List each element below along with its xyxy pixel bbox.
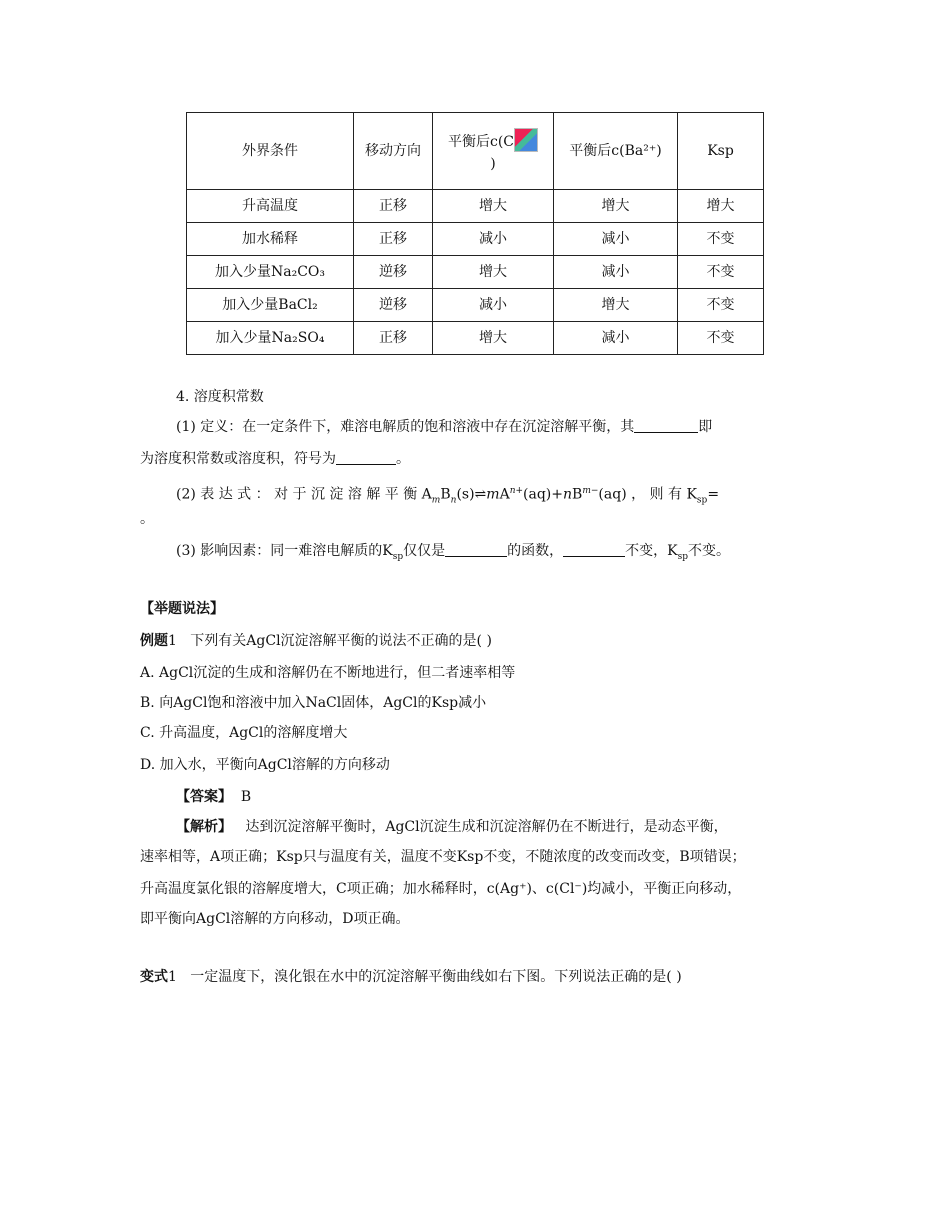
section-title: 4. 溶度积常数 bbox=[176, 389, 264, 405]
expression-end: 。 bbox=[140, 511, 154, 527]
analysis-line-1: 【解析】 达到沉淀溶解平衡时，AgCl沉淀生成和沉淀溶解仍在不断进行，是动态平衡， bbox=[176, 819, 728, 835]
table-cell: 增大 bbox=[433, 190, 554, 223]
table-cell: 不变 bbox=[678, 289, 764, 322]
table-cell: 增大 bbox=[433, 322, 554, 355]
table-cell: 正移 bbox=[354, 190, 433, 223]
table-cell: 不变 bbox=[678, 256, 764, 289]
table-cell: 增大 bbox=[433, 256, 554, 289]
conditions-table bbox=[186, 112, 764, 355]
header-c-anion: 平衡后c(C ) bbox=[433, 113, 554, 190]
equilibrium-arrow-icon: ⇌ bbox=[474, 486, 487, 503]
table-cell: 加水稀释 bbox=[187, 223, 354, 256]
option-d: D. 加入水，平衡向AgCl溶解的方向移动 bbox=[140, 757, 390, 773]
table-cell: 升高温度 bbox=[187, 190, 354, 223]
option-a: A. AgCl沉淀的生成和溶解仍在不断地进行，但二者速率相等 bbox=[140, 665, 516, 681]
fill-blank[interactable] bbox=[563, 542, 625, 557]
table-cell: 增大 bbox=[554, 289, 678, 322]
table-cell: 减小 bbox=[433, 223, 554, 256]
table-row bbox=[187, 256, 764, 289]
fill-blank[interactable] bbox=[634, 418, 698, 433]
example-question: 例题1 下列有关AgCl沉淀溶解平衡的说法不正确的是( ) bbox=[140, 633, 492, 649]
answer-line: 【答案】 B bbox=[176, 789, 252, 805]
header-c-ba: 平衡后c(Ba²⁺) bbox=[554, 113, 678, 190]
broken-image-icon bbox=[514, 128, 538, 152]
analysis-line-2: 速率相等，A项正确；Ksp只与温度有关，温度不变Ksp不变，不随浓度的改变而改变，B项错误； bbox=[140, 849, 746, 865]
table-header-row bbox=[187, 113, 764, 190]
table-cell: 正移 bbox=[354, 322, 433, 355]
table-cell: 减小 bbox=[554, 322, 678, 355]
table-cell: 逆移 bbox=[354, 256, 433, 289]
table-cell: 不变 bbox=[678, 223, 764, 256]
table-cell: 正移 bbox=[354, 223, 433, 256]
table-cell: 不变 bbox=[678, 322, 764, 355]
header-ksp: Ksp bbox=[678, 113, 764, 190]
definition-line-1: (1) 定义：在一定条件下，难溶电解质的饱和溶液中存在沉淀溶解平衡，其 即 bbox=[176, 419, 713, 435]
table-cell: 减小 bbox=[554, 256, 678, 289]
table-row bbox=[187, 223, 764, 256]
table-cell: 减小 bbox=[433, 289, 554, 322]
table-cell: 加入少量BaCl₂ bbox=[187, 289, 354, 322]
analysis-line-4: 即平衡向AgCl溶解的方向移动，D项正确。 bbox=[140, 911, 410, 927]
fill-blank[interactable] bbox=[445, 542, 507, 557]
table-cell: 增大 bbox=[554, 190, 678, 223]
table-row bbox=[187, 289, 764, 322]
definition-line-2: 为溶度积常数或溶度积，符号为 。 bbox=[140, 451, 410, 467]
factor-line: (3) 影响因素：同一难溶电解质的$K_{sp}$仅仅是 的函数， 不变，$K_{sp}$不变。 bbox=[176, 543, 730, 562]
table-cell: 加入少量Na₂CO₃ bbox=[187, 256, 354, 289]
option-c: C. 升高温度，AgCl的溶解度增大 bbox=[140, 725, 348, 741]
option-b: B. 向AgCl饱和溶液中加入NaCl固体，AgCl的Ksp减小 bbox=[140, 695, 487, 711]
table-cell: 逆移 bbox=[354, 289, 433, 322]
expression-line: (2) 表 达 式 ： 对 于 沉 淀 溶 解 平 衡 $A_mB_n(s)\rightleftharpoons mA^{n+}(aq)+nB^{m-}(aq)$ ， 则 有 $K_{sp}=$ bbox=[176, 486, 720, 506]
table-cell: 减小 bbox=[554, 223, 678, 256]
analysis-line-3: 升高温度氯化银的溶解度增大，C项正确；加水稀释时，c(Ag⁺)、c(Cl⁻)均减小，平衡正向移动， bbox=[140, 881, 742, 897]
fill-blank[interactable] bbox=[336, 450, 396, 465]
table-cell: 增大 bbox=[678, 190, 764, 223]
table-cell: 加入少量Na₂SO₄ bbox=[187, 322, 354, 355]
variant-question: 变式1 一定温度下，溴化银在水中的沉淀溶解平衡曲线如右下图。下列说法正确的是( ) bbox=[140, 969, 682, 985]
section-header: 【举题说法】 bbox=[140, 601, 224, 617]
table-row bbox=[187, 190, 764, 223]
header-condition: 外界条件 bbox=[187, 113, 354, 190]
table-row bbox=[187, 322, 764, 355]
header-direction: 移动方向 bbox=[354, 113, 433, 190]
